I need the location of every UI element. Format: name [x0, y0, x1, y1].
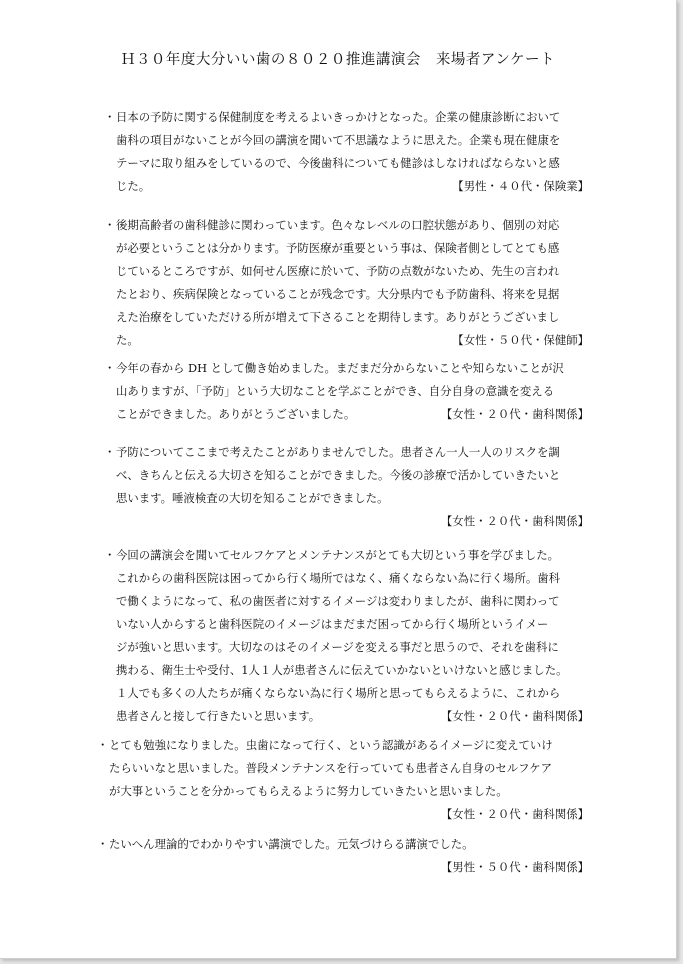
bullet-mark: ・ — [104, 548, 116, 562]
document-title: Ｈ３０年度大分いい歯の８０２０推進講演会 来場者アンケート — [120, 52, 556, 68]
respondent-attribution: 【男性・５０代・歯科関係】 — [440, 860, 589, 874]
survey-comment: ・後期高齢者の歯科健診に関わっています。色々なレベルの口腔状態があり、個別の対応 が必要ということは分かります。予防医療が重要という事は、保険者側としてとても感 じているところですが、如何せん医療に於いて、予防の点数がないため、先生の言われ たとおり、疾病保険となっていることが残念です。大分県内でも予防歯科、将来を見据 えた治療をしていただける所が増えて下さることを期待します。ありがとうございまし た。 【女性・５０代・保健師】 — [104, 214, 589, 352]
respondent-attribution: 【女性・５０代・保健師】 — [452, 333, 589, 347]
bullet-mark: ・ — [104, 218, 116, 232]
survey-comment: ・今回の講演会を聞いてセルフケアとメンテナンスがとても大切という事を学びました。 これからの歯科医院は困ってから行く場所ではなく、痛くならない為に行く場所。歯科 で働くようになって、私の歯医者に対するイメージは変わりましたが、歯科に関わって いない人からすると歯科医院のイメージはまだまだ困ってから行く場所というイメー ジが強いと思います。大切なのはそのイメージを変える事だと思うので、それを歯科に 携わる、衛生士や受付、1人１人が患者さんに伝えていかないといけないと感じました。 １人でも多くの人たちが痛くならない為に行く場所と思ってもらえるように、これから 患者さんと接して行きたいと思います。 【女性・２０代・歯科関係】 — [104, 544, 589, 728]
survey-comment: ・たいへん理論的でわかりやすい講演でした。元気づけらる講演でした。 【男性・５０代・歯科関係】 — [97, 833, 589, 879]
respondent-attribution: 【男性・４０代・保険業】 — [452, 179, 589, 193]
bullet-mark: ・ — [104, 110, 116, 124]
respondent-attribution: 【女性・２０代・歯科関係】 — [440, 514, 589, 528]
survey-comment: ・予防についてここまで考えたことがありませんでした。患者さん一人一人のリスクを調 べ、きちんと伝える大切さを知ることができました。今後の診療で活かしていきたいと 思います。唾液検査の大切を知ることができました。 【女性・２０代・歯科関係】 — [104, 441, 589, 533]
survey-comment: ・日本の予防に関する保健制度を考えるよいきっかけとなった。企業の健康診断において 歯科の項目がないことが今回の講演を聞いて不思議なように思えた。企業も現在健康を テーマに取り組みをしているので、今後歯科についても健診はしなければならないと感 じた。 【男性・４０代・保険業】 — [104, 106, 589, 198]
survey-comment: ・今年の春から DH として働き始めました。まだまだ分からないことや知らないことが沢 山ありますが、「予防」という大切なことを学ぶことができ、自分自身の意識を変える ことができました。ありがとうございました。 【女性・２０代・歯科関係】 — [104, 357, 589, 426]
respondent-attribution: 【女性・２０代・歯科関係】 — [440, 709, 589, 723]
respondent-attribution: 【女性・２０代・歯科関係】 — [440, 407, 589, 421]
bullet-mark: ・ — [104, 445, 116, 459]
survey-comment: ・とても勉強になりました。虫歯になって行く、という認識があるイメージに変えていけ たらいいなと思いました。普段メンテナンスを行っていても患者さん自身のセルフケア が大事ということを分かってもらえるように努力していきたいと思いました。 【女性・２０代・歯科関係】 — [97, 734, 589, 826]
bullet-mark: ・ — [97, 738, 109, 752]
bullet-mark: ・ — [97, 837, 109, 851]
bullet-mark: ・ — [104, 361, 116, 375]
respondent-attribution: 【女性・２０代・歯科関係】 — [440, 807, 589, 821]
